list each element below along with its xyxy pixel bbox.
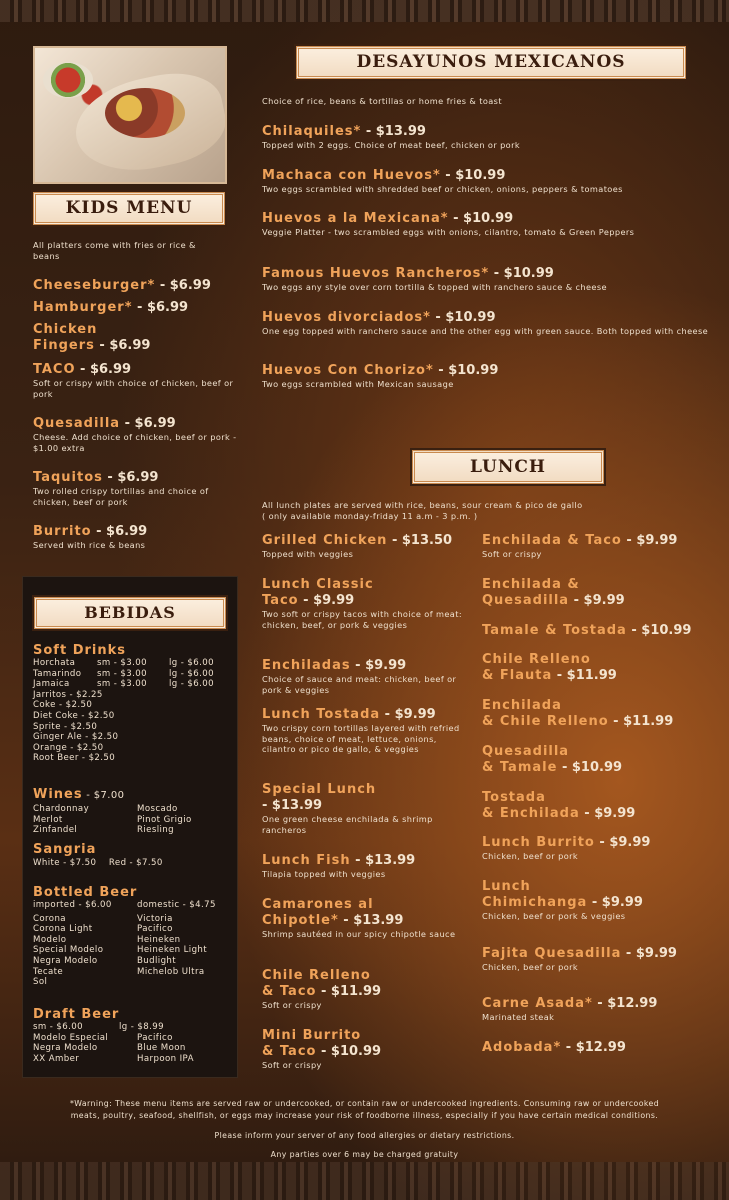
menu-item-name-line2: Chipotle* — [262, 913, 339, 928]
menu-item-price: $10.99 — [503, 266, 554, 281]
menu-item-price: $10.99 — [445, 310, 496, 325]
menu-item-header — [262, 897, 472, 929]
soft-drinks-heading: Soft Drinks — [33, 643, 126, 658]
menu-item-name-line2: Chimichanga — [482, 895, 588, 910]
menu-item-header — [262, 266, 722, 282]
soft-drink-item: Jarritos - $2.25 — [33, 689, 103, 700]
bottled-imported-price: imported - $6.00 — [33, 900, 112, 910]
menu-item-name: Enchilada & — [482, 577, 580, 592]
price-separator: - — [350, 658, 366, 673]
menu-item-description: Chicken, beef or pork — [482, 962, 579, 972]
menu-item-price: $9.99 — [313, 593, 355, 608]
menu-item — [262, 124, 722, 151]
draft-beer-item: Blue Moon — [137, 1043, 186, 1054]
soft-drink-item: Coke - $2.50 — [33, 700, 93, 711]
price-separator: - — [587, 895, 602, 910]
menu-item-description: Tilapia topped with veggies — [262, 869, 386, 879]
menu-item-price: $13.99 — [365, 853, 416, 868]
menu-item-price: $11.99 — [566, 668, 617, 683]
menu-item-name: TACO — [33, 362, 76, 377]
menu-item — [262, 968, 472, 1011]
menu-item-name: Adobada* — [482, 1040, 562, 1055]
price-separator: - — [448, 211, 464, 226]
menu-item-price: $6.99 — [134, 416, 176, 431]
menu-item-header — [482, 790, 722, 822]
menu-item-header — [33, 300, 241, 316]
menu-item-price: $13.99 — [375, 124, 426, 139]
menu-item-price: $10.99 — [330, 1044, 382, 1059]
beer-item: Sol — [33, 977, 48, 988]
menu-item — [262, 897, 472, 940]
beer-item: Corona — [33, 913, 66, 924]
soft-drink-item: Diet Coke - $2.50 — [33, 710, 115, 721]
menu-item-price: $10.99 — [571, 760, 623, 775]
menu-item-description: Chicken, beef or pork — [482, 851, 579, 861]
menu-item-header — [482, 652, 722, 684]
menu-item — [33, 362, 241, 399]
soft-drink-item: Root Beer - $2.50 — [33, 753, 116, 764]
bottom-border-pattern — [0, 1162, 729, 1200]
menu-item-name: Hamburger* — [33, 300, 133, 315]
menu-item — [482, 533, 722, 560]
menu-item-description: Topped with veggies — [262, 549, 354, 559]
wine-item: Moscado — [137, 804, 178, 814]
menu-item-description: Two eggs scrambled with Mexican sausage — [262, 379, 454, 389]
menu-item — [33, 416, 241, 453]
menu-item-price: $9.99 — [594, 806, 636, 821]
menu-item-header — [262, 310, 722, 326]
drink-name: Tamarindo — [33, 668, 82, 679]
menu-item-price: $6.99 — [109, 338, 151, 353]
menu-item-name: Huevos a la Mexicana* — [262, 211, 449, 226]
beer-item: Special Modelo — [33, 945, 104, 956]
menu-item-price: $10.99 — [455, 168, 506, 183]
menu-item-name: Enchilada & Taco — [482, 533, 622, 548]
menu-item-name: Burrito — [33, 524, 92, 539]
draft-small-price: sm - $6.00 — [33, 1022, 84, 1032]
sangria-white: White - $7.50 — [33, 858, 97, 868]
beer-item: Heineken — [137, 934, 181, 945]
beer-item: Corona Light — [33, 924, 93, 935]
menu-item-price: $6.99 — [89, 362, 132, 377]
soft-drink-item: Orange - $2.50 — [33, 742, 104, 753]
menu-item-description: Veggie Platter - two scrambled eggs with onions, cilantro, tomato & Green Peppers — [262, 227, 635, 237]
drink-large-price: lg - $6.00 — [169, 658, 215, 668]
drink-large-price: lg - $6.00 — [169, 668, 215, 679]
kids-intro: All platters come with fries or rice & beans — [33, 240, 196, 261]
menu-item-name: Cheeseburger* — [33, 278, 156, 293]
menu-item-name-line2: & Enchilada — [482, 806, 580, 821]
menu-item-price: $9.99 — [365, 658, 407, 673]
menu-item — [262, 658, 472, 695]
bebidas-panel — [22, 576, 238, 1078]
bottled-domestic-price: domestic - $4.75 — [137, 900, 216, 910]
price-separator: - — [569, 593, 584, 608]
menu-item-name: Special Lunch — [262, 782, 377, 797]
menu-item-name: Camarones al — [262, 897, 374, 912]
price-separator: - — [361, 124, 376, 139]
soft-drink-row — [33, 658, 233, 669]
menu-item-price: $6.99 — [169, 278, 211, 293]
price-separator: - — [91, 524, 107, 539]
menu-item-header — [262, 577, 472, 609]
menu-item-description: Two eggs scrambled with shredded beef or chicken, onions, peppers & tomatoes — [262, 184, 623, 194]
menu-item — [262, 782, 472, 835]
menu-item-price: $9.99 — [601, 895, 643, 910]
menu-item-name: Carne Asada* — [482, 996, 593, 1011]
lunch-intro-hours: ( only available monday-friday 11 a.m - 3 p.m. ) — [262, 511, 478, 521]
menu-item — [33, 470, 241, 507]
price-separator: - — [579, 806, 595, 821]
bebidas-title: BEBIDAS — [34, 597, 226, 629]
price-separator: - — [387, 533, 402, 548]
bottled-beer-section — [33, 885, 233, 988]
menu-item-header — [33, 322, 241, 354]
wine-item: Chardonnay — [33, 804, 90, 814]
lunch-intro: All lunch plates are served with rice, beans, sour cream & pico de gallo — [262, 500, 583, 510]
soft-drink-item: Sprite - $2.50 — [33, 721, 98, 732]
draft-beer-heading: Draft Beer — [33, 1007, 120, 1022]
bottled-beer-heading: Bottled Beer — [33, 885, 138, 900]
menu-item-header — [482, 533, 722, 549]
draft-beer-item: XX Amber — [33, 1053, 80, 1064]
menu-item-name: Grilled Chicken — [262, 533, 388, 548]
menu-item-header — [33, 362, 241, 378]
menu-item-description: Served with rice & beans — [33, 540, 146, 550]
menu-item — [262, 310, 722, 337]
menu-item-description: Soft or crispy with choice of chicken, beef or pork — [33, 378, 234, 399]
top-border-pattern — [0, 0, 729, 22]
menu-item-name: Huevos divorciados* — [262, 310, 431, 325]
menu-item-name: Enchiladas — [262, 658, 351, 673]
menu-item-price: $13.99 — [353, 913, 404, 928]
menu-item-price: $11.99 — [623, 714, 674, 729]
menu-item-header — [482, 698, 722, 730]
menu-item-name: Lunch Fish — [262, 853, 351, 868]
menu-item-price: $12.99 — [607, 996, 658, 1011]
menu-item-header — [33, 524, 241, 540]
menu-item — [482, 790, 722, 822]
menu-item-name: Lunch Classic — [262, 577, 374, 592]
menu-item — [262, 363, 722, 390]
menu-item-name-line2: & Taco — [262, 984, 317, 999]
menu-item-description: Cheese. Add choice of chicken, beef or pork - $1.00 extra — [33, 432, 237, 453]
menu-item-price: $13.50 — [401, 533, 453, 548]
menu-item-name: Fajita Quesadilla — [482, 946, 622, 961]
menu-item-description: Soft or crispy — [262, 1060, 322, 1070]
beer-item: Tecate — [33, 966, 64, 977]
menu-item-name-line2: & Flauta — [482, 668, 553, 683]
menu-item — [482, 623, 722, 639]
menu-item-name: Tostada — [482, 790, 546, 805]
beer-item: Pacifico — [137, 924, 173, 935]
price-separator: - — [552, 668, 567, 683]
menu-item — [482, 698, 722, 730]
menu-item-price: $9.99 — [394, 707, 436, 722]
menu-item-description: Marinated steak — [482, 1012, 555, 1022]
beer-item: Budlight — [137, 955, 177, 966]
price-separator: - — [430, 310, 446, 325]
menu-item-name: Taquitos — [33, 470, 103, 485]
desayunos-intro: Choice of rice, beans & tortillas or home fries & toast — [262, 96, 502, 106]
price-separator: - — [561, 1040, 576, 1055]
draft-beer-item: Negra Modelo — [33, 1043, 98, 1054]
menu-item-header — [482, 996, 722, 1012]
menu-item-price: $6.99 — [146, 300, 189, 315]
menu-item-price: $6.99 — [117, 470, 159, 485]
wines-heading: Wines — [33, 787, 83, 802]
menu-item-description: Chicken, beef or pork & veggies — [482, 911, 626, 921]
price-separator: - — [433, 363, 449, 378]
price-separator: - — [316, 1044, 331, 1059]
menu-item — [262, 533, 472, 560]
menu-item-description: Soft or crispy — [262, 1000, 322, 1010]
beer-item: Modelo — [33, 934, 67, 945]
menu-item-name-line2: Taco — [262, 593, 299, 608]
menu-item-name: Chile Relleno — [482, 652, 591, 667]
price-separator: - — [626, 623, 642, 638]
desayunos-title: DESAYUNOS MEXICANOS — [296, 46, 686, 79]
menu-item-name: Lunch Burrito — [482, 835, 595, 850]
price-separator: - — [120, 416, 135, 431]
menu-item-name-line2: & Taco — [262, 1044, 317, 1059]
drink-small-price: sm - $3.00 — [97, 658, 148, 668]
wine-item: Riesling — [137, 825, 175, 836]
menu-item-name-line2: & Chile Relleno — [482, 714, 609, 729]
draft-beer-item: Pacifico — [137, 1032, 173, 1043]
sangria-section — [33, 842, 233, 869]
burrito-photo — [33, 46, 227, 184]
price-separator: - — [380, 707, 395, 722]
soft-drink-item: Ginger Ale - $2.50 — [33, 732, 119, 743]
menu-item-header — [262, 168, 722, 184]
price-separator: - — [262, 798, 272, 813]
menu-item-header — [482, 577, 722, 609]
menu-item-price: $10.99 — [641, 623, 692, 638]
menu-item-name: Tamale & Tostada — [482, 623, 627, 638]
drink-large-price: lg - $6.00 — [169, 679, 215, 690]
menu-item-description: Two rolled crispy tortillas and choice of chicken, beef or pork — [33, 486, 209, 507]
menu-item-name-line2: Quesadilla — [482, 593, 570, 608]
menu-item-price: $10.99 — [463, 211, 514, 226]
draft-beer-item: Modelo Especial — [33, 1032, 109, 1043]
price-separator: - — [102, 470, 118, 485]
menu-item-header — [262, 968, 472, 1000]
sangria-red: Red - $7.50 — [108, 858, 163, 868]
menu-item-name: Chilaquiles* — [262, 124, 362, 139]
drink-name: Horchata — [33, 658, 76, 668]
burrito-filling-image — [105, 88, 185, 138]
drink-name: Jamaica — [33, 679, 70, 690]
price-separator: - — [338, 913, 354, 928]
price-separator: - — [316, 984, 331, 999]
menu-item-description: Topped with 2 eggs. Choice of meat beef, chicken or pork — [262, 140, 520, 150]
menu-item-name-line2: & Tamale — [482, 760, 558, 775]
menu-item-price: $11.99 — [330, 984, 382, 999]
menu-item-name-line2: Fingers — [33, 338, 95, 353]
price-separator: - — [594, 835, 610, 850]
wine-item: Merlot — [33, 814, 63, 825]
menu-item-price: $10.99 — [448, 363, 499, 378]
wines-price: $7.00 — [93, 790, 125, 801]
menu-item-header — [262, 853, 472, 869]
menu-item — [482, 652, 722, 684]
menu-item — [262, 266, 722, 293]
salsa-image — [43, 62, 93, 98]
menu-item-name: Lunch Tostada — [262, 707, 381, 722]
menu-item-price: $9.99 — [583, 593, 625, 608]
menu-item-header — [262, 782, 472, 814]
menu-item — [482, 946, 722, 973]
menu-item-name: Quesadilla — [482, 744, 570, 759]
menu-item-price: $6.99 — [106, 524, 148, 539]
menu-item — [262, 211, 722, 238]
menu-item-name: Lunch — [482, 879, 531, 894]
soft-drink-row — [33, 679, 233, 690]
menu-item-header — [262, 707, 472, 723]
menu-item — [482, 1040, 722, 1056]
menu-item-name: Mini Burrito — [262, 1028, 362, 1043]
kids-menu-title: KIDS MENU — [33, 192, 225, 225]
soft-drinks-section — [33, 643, 233, 764]
menu-item-description: Choice of sauce and meat: chicken, beef or pork & veggies — [262, 674, 457, 695]
price-separator: - — [621, 533, 637, 548]
price-separator: - — [155, 278, 170, 293]
menu-item-header — [262, 363, 722, 379]
menu-item-price: $12.99 — [575, 1040, 626, 1055]
beer-item: Heineken Light — [137, 945, 208, 956]
menu-item — [33, 278, 241, 294]
menu-item-header — [482, 879, 722, 911]
price-separator: - — [489, 266, 504, 281]
price-separator: - — [608, 714, 624, 729]
menu-item-price: $9.99 — [636, 533, 678, 548]
footer-warning — [20, 1098, 709, 1122]
price-separator: - — [621, 946, 636, 961]
draft-beer-section — [33, 1007, 233, 1064]
menu-item-header — [482, 744, 722, 776]
menu-item-name: Quesadilla — [33, 416, 121, 431]
price-separator: - — [75, 362, 90, 377]
drink-small-price: sm - $3.00 — [97, 668, 148, 679]
menu-item-header — [262, 658, 472, 674]
menu-item-header — [33, 278, 241, 294]
menu-item-description: Two soft or crispy tacos with choice of meat: chicken, beef, or pork & veggies — [262, 609, 462, 630]
beer-item: Michelob Ultra — [137, 966, 205, 977]
menu-item-name: Famous Huevos Rancheros* — [262, 266, 490, 281]
beer-item: Victoria — [137, 913, 173, 924]
wine-item: Zinfandel — [33, 825, 78, 836]
menu-item — [262, 1028, 472, 1071]
price-separator: - — [350, 853, 366, 868]
menu-item-header — [262, 1028, 472, 1060]
menu-item-name: Chicken — [33, 322, 98, 337]
warning-line-2: meats, poultry, seafood, shellfish, or eggs may increase your risk of foodborne illness, especially if you have certain medical conditions. — [70, 1111, 659, 1120]
soft-drink-row — [33, 669, 233, 680]
menu-item-description: One green cheese enchilada & shrimp rancheros — [262, 814, 433, 835]
beer-item: Negra Modelo — [33, 955, 98, 966]
menu-item — [482, 835, 722, 862]
menu-item-name: Chile Relleno — [262, 968, 371, 983]
lunch-title: LUNCH — [412, 450, 604, 484]
drink-small-price: sm - $3.00 — [97, 679, 148, 690]
menu-item — [482, 879, 722, 922]
menu-item-price: $13.99 — [271, 798, 323, 813]
wines-section: Wines - $7.00 Chardonnay Merlot Zinfandel Moscado Pinot Grigio Riesling — [33, 787, 192, 836]
price-separator: - — [132, 300, 147, 315]
menu-item-description: Two crispy corn tortillas layered with refried beans, choice of meat, lettuce, onions, cilantro or pico de gallo, & veggies — [262, 723, 460, 754]
menu-item — [262, 707, 472, 755]
menu-item — [262, 168, 722, 195]
menu-item-description: One egg topped with ranchero sauce and the other egg with green sauce. Both topped with cheese — [262, 326, 709, 336]
menu-item-description: Soft or crispy — [482, 549, 542, 559]
menu-item — [482, 744, 722, 776]
price-separator: - — [592, 996, 608, 1011]
price-separator: - — [557, 760, 572, 775]
wine-item: Pinot Grigio — [137, 814, 192, 825]
menu-item-description: Shrimp sautéed in our spicy chipotle sauce — [262, 929, 456, 939]
menu-item — [262, 577, 472, 630]
menu-item-header — [482, 946, 722, 962]
menu-item-header — [482, 1040, 722, 1056]
menu-item — [33, 322, 241, 354]
price-separator: - — [298, 593, 314, 608]
price-separator: - — [94, 338, 110, 353]
draft-large-price: lg - $8.99 — [119, 1022, 165, 1032]
menu-item — [482, 577, 722, 609]
menu-item — [33, 524, 241, 551]
sangria-heading: Sangria — [33, 842, 97, 857]
menu-item — [262, 853, 472, 880]
footer-gratuity: Any parties over 6 may be charged gratuity — [270, 1150, 459, 1159]
warning-line-1: *Warning: These menu items are served raw or undercooked, or contain raw or undercooked ingredients. Consuming raw or undercooked — [69, 1099, 660, 1108]
menu-item-header — [262, 124, 722, 140]
menu-item-header — [262, 211, 722, 227]
menu-item-header — [262, 533, 472, 549]
menu-item-price: $9.99 — [609, 835, 651, 850]
draft-beer-item: Harpoon IPA — [137, 1053, 194, 1064]
menu-item — [33, 300, 241, 316]
menu-item-name: Huevos Con Chorizo* — [262, 363, 434, 378]
menu-item — [482, 996, 722, 1023]
menu-item-header — [33, 470, 241, 486]
menu-item-header — [482, 623, 722, 639]
menu-item-name: Machaca con Huevos* — [262, 168, 441, 183]
price-separator: - — [440, 168, 456, 183]
menu-item-price: $9.99 — [635, 946, 677, 961]
footer-allergy: Please inform your server of any food allergies or dietary restrictions. — [214, 1131, 515, 1140]
menu-item-header — [33, 416, 241, 432]
menu-item-description: Two eggs any style over corn tortilla & topped with ranchero sauce & cheese — [262, 282, 607, 292]
menu-item-header — [482, 835, 722, 851]
menu-item-name: Enchilada — [482, 698, 562, 713]
